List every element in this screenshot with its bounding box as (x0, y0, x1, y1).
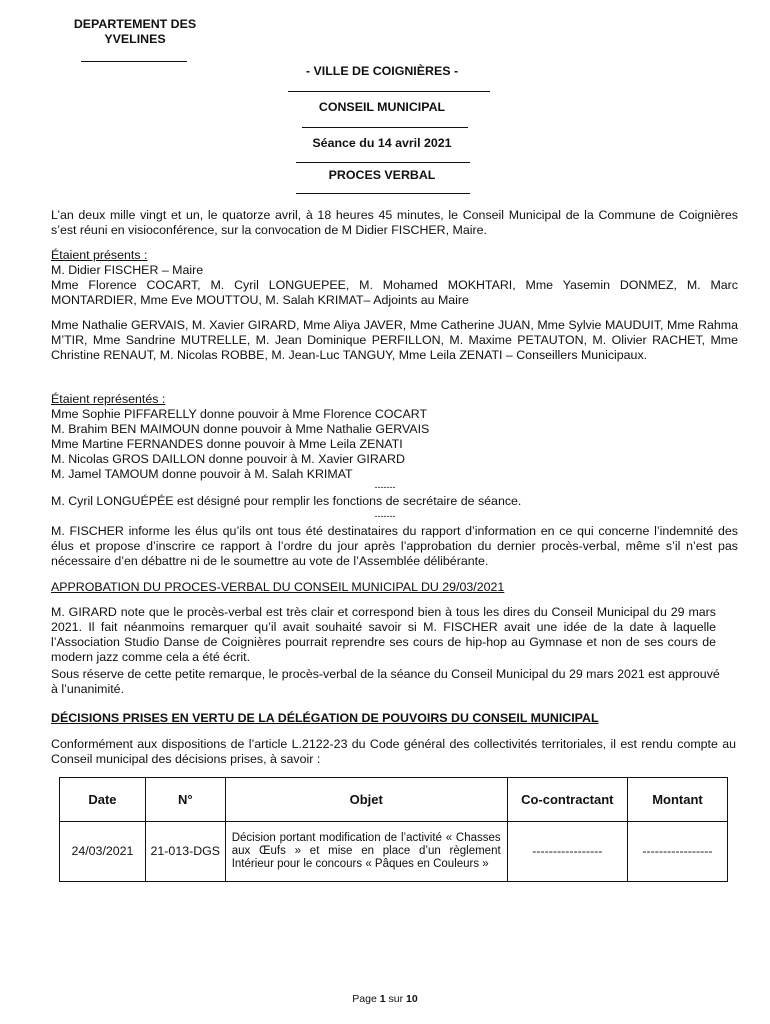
present-section (51, 248, 738, 308)
decisions-heading: DÉCISIONS PRISES EN VERTU DE LA DÉLÉGATION DE POUVOIRS DU CONSEIL MUNICIPAL (51, 711, 599, 725)
column-header-cocontractant: Co-contractant (507, 778, 627, 822)
department-line-1: DEPARTEMENT DES (73, 17, 197, 31)
represented-item: Mme Martine FERNANDES donne pouvoir à Mme Leila ZENATI (51, 437, 403, 451)
approval-result: Sous réserve de cette petite remarque, le procès-verbal de la séance du Conseil Municipal du 29 mars 2021 est approuvé à l’unanimité. (51, 667, 720, 696)
cell-amount: ----------------- (627, 822, 727, 882)
present-title: Étaient présents : (51, 248, 148, 262)
session-date: Séance du 14 avril 2021 (312, 136, 452, 150)
represented-section (51, 392, 738, 482)
column-header-date: Date (60, 778, 146, 822)
adjoints-list: Mme Florence COCART, M. Cyril LONGUEPEE, M. Mohamed MOKHTARI, Mme Yasemin DONMEZ, M. Marc MONTARDIER, Mme Eve MOUTTOU, M. Salah KRIMAT– Adjoints au Maire (51, 278, 738, 307)
document-type: PROCES VERBAL (328, 168, 436, 182)
conseillers-list: Mme Nathalie GERVAIS, M. Xavier GIRARD, Mme Aliya JAVER, Mme Catherine JUAN, Mme Sylvie MAUDUIT, Mme Rahma M’TIR, Mme Sandrine MUTRELLE, M. Jean Dominique PERFILLON, M. Maxime PETAUTON, M. Olivier RACHET, Mme Christine RENAUT, M. Nicolas ROBBE, M. Jean-Luc TANGUY, Mme Leila ZENATI – Conseillers Municipaux. (51, 318, 738, 362)
represented-item: M. Nicolas GROS DAILLON donne pouvoir à M. Xavier GIRARD (51, 452, 405, 466)
separator: ------- (374, 482, 396, 492)
table-row (60, 822, 728, 882)
session-rule (296, 162, 470, 163)
cell-object: Décision portant modification de l’activité « Chasses aux Œufs » et mise en place d’un règlement Intérieur pour le concours « Pâques en Couleurs » (225, 822, 507, 882)
town-rule (288, 91, 490, 92)
page-footer (0, 992, 770, 1007)
separator: ------- (374, 511, 396, 521)
footer-middle: sur (385, 993, 407, 1005)
represented-item: Mme Sophie PIFFARELLY donne pouvoir à Mme Florence COCART (51, 407, 428, 421)
mayor-line: M. Didier FISCHER – Maire (51, 263, 204, 277)
council-rule (302, 127, 468, 128)
council-title: CONSEIL MUNICIPAL (318, 100, 446, 114)
decisions-intro: Conformément aux dispositions de l’article L.2122-23 du Code général des collectivités territoriales, il est rendu compte au Conseil municipal des décisions prises, à savoir : (51, 737, 736, 766)
cell-number: 21-013-DGS (145, 822, 225, 882)
footer-page-total: 10 (406, 993, 418, 1005)
approval-heading: APPROBATION DU PROCES-VERBAL DU CONSEIL MUNICIPAL DU 29/03/2021 (51, 580, 505, 594)
department-line-2: YVELINES (104, 32, 166, 46)
column-header-amount: Montant (627, 778, 727, 822)
column-header-number: N° (145, 778, 225, 822)
represented-title: Étaient représentés : (51, 392, 166, 406)
department-rule (81, 61, 187, 62)
cell-date: 24/03/2021 (60, 822, 146, 882)
fischer-info-paragraph: M. FISCHER informe les élus qu’ils ont tous été destinataires du rapport d’information en ce qui concerne l’indemnité des élus et propose d’inscrire ce rapport à l’ordre du jour après l’approbation du dernier procès-verbal, même s’il n’est pas nécessaire d’en débattre ni de le soumettre au vote de l’Assemblée délibérante. (51, 524, 738, 568)
represented-item: M. Jamel TAMOUM donne pouvoir à M. Salah KRIMAT (51, 467, 353, 481)
table-header-row (60, 778, 728, 822)
cell-cocontractant: ----------------- (507, 822, 627, 882)
doctype-rule (296, 193, 470, 194)
approval-paragraph: M. GIRARD note que le procès-verbal est très clair et correspond bien à tous les dires du Conseil Municipal du 29 mars 2021. Il fait néanmoins remarquer qu’il avait souhaité savoir si M. FISCHER avait une idée de la date à laquelle l’Association Studio Danse de Coignières pourrait reprendre ses cours de hip-hop au Gymnase et non de ses cours de modern jazz comme cela a été écrit. (51, 605, 716, 664)
town-title: - VILLE DE COIGNIÈRES - (305, 64, 459, 78)
secretary-line: M. Cyril LONGUÉPÉE est désigné pour remplir les fonctions de secrétaire de séance. (51, 494, 522, 508)
intro-paragraph: L’an deux mille vingt et un, le quatorze avril, à 18 heures 45 minutes, le Conseil Municipal de la Commune de Coignières s’est réuni en visioconférence, sur la convocation de M Didier FISCHER, Maire. (51, 208, 738, 237)
footer-page-number: 1 (379, 993, 386, 1005)
department-header (60, 17, 210, 47)
footer-prefix: Page (352, 993, 380, 1005)
decisions-table (59, 777, 728, 882)
column-header-object: Objet (225, 778, 507, 822)
represented-item: M. Brahim BEN MAIMOUN donne pouvoir à Mme Nathalie GERVAIS (51, 422, 430, 436)
